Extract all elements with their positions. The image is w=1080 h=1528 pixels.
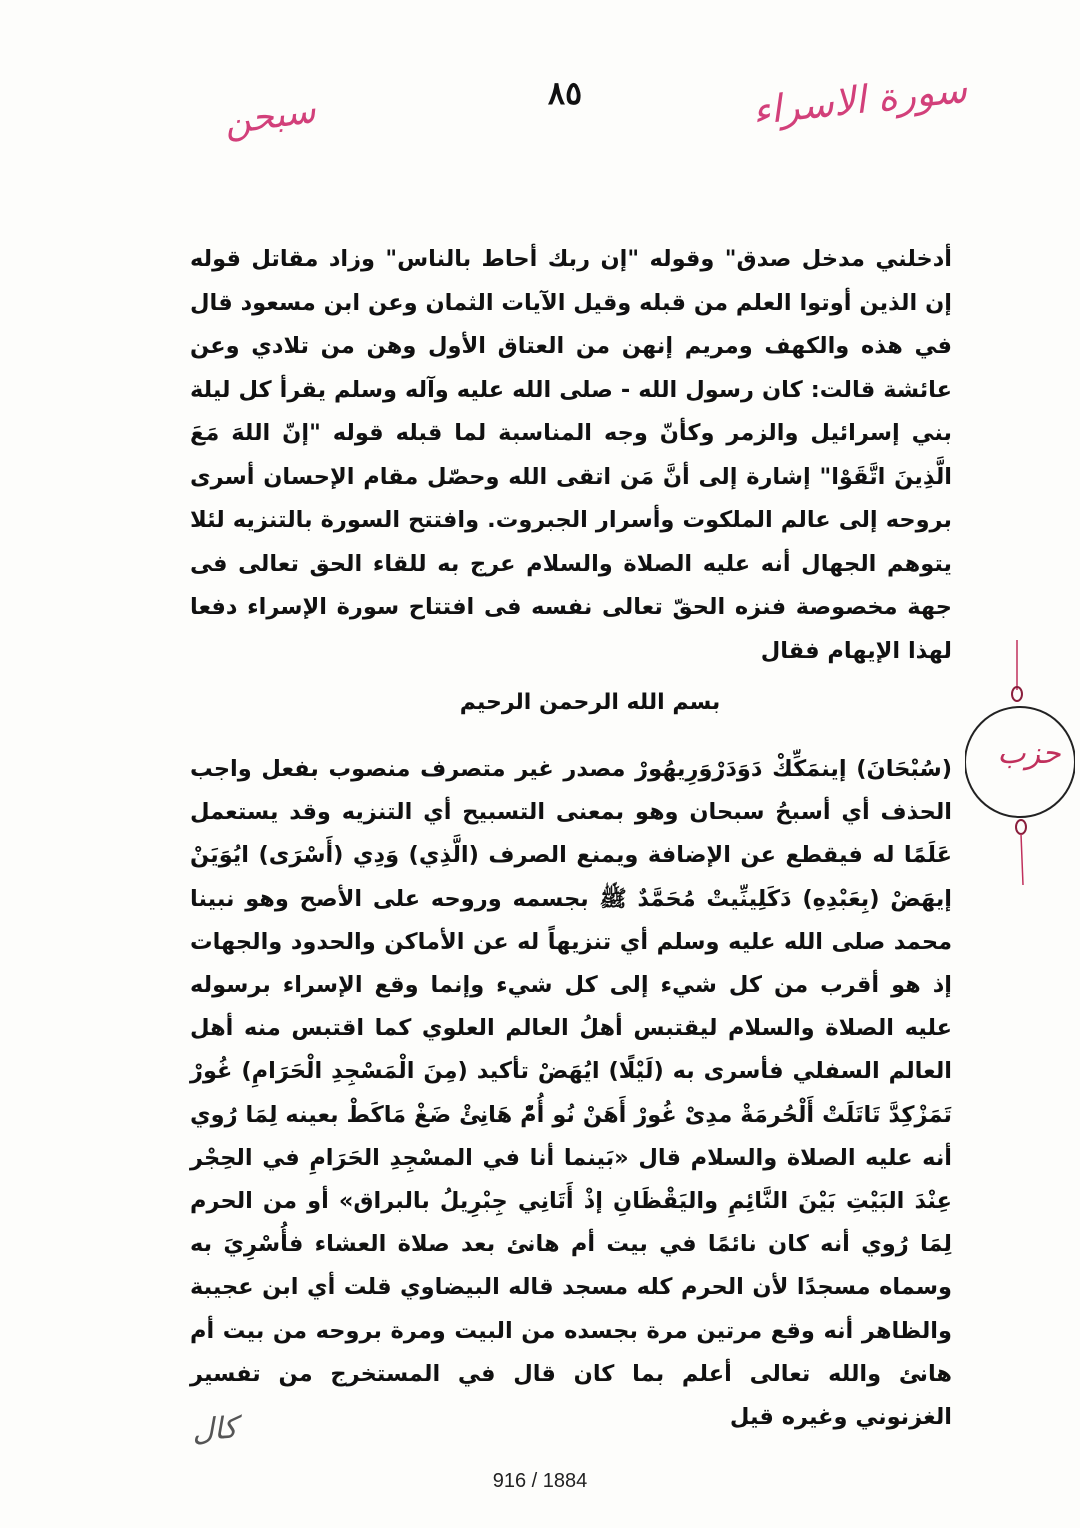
hizb-label: حزب (997, 736, 1061, 771)
handwritten-annotation-left: سبحن (221, 89, 319, 144)
paragraph-intro: أدخلني مدخل صدق" وقوله "إن ربك أحاط بالناس" وزاد مقاتل قوله إن الذين أوتوا العلم من قبله وقيل الآيات الثمان وعن ابن مسعود قال في هذه والكهف ومريم إنهن من العتاق الأول وهن من تلادي وعن عائشة قالت: كان رسول الله - صلى الله عليه وآله وسلم يقرأ كل ليلة بني إسرائيل والزمر وكأنّ وجه المناسبة لما قبله قوله "إنّ اللهَ مَعَ الَّذِينَ اتَّقَوْا" إشارة إلى أنَّ مَن اتقى الله وحصّل مقام الإحسان أسرى بروحه إلى عالم الملكوت وأسرار الجبروت. وافتتح السورة بالتنزيه لئلا يتوهم الجهال أنه عليه الصلاة والسلام عرج به للقاء الحق تعالى فى جهة مخصوصة فنزه الحقّ تعالى نفسه فى افتتاح سورة الإسراء دفعا لهذا الإيهام فقال (190, 246, 952, 664)
paragraph-tafsir: (سُبْحَانَ) إينمَكِّكْ دَوَدَرْوَرِيهُورْ مصدر غير متصرف منصوب بفعل واجب الحذف أي أسبحُ سبحان وهو بمعنى التسبيح أي التنزيه وقد يستعمل عَلَمًا له فيقطع عن الإضافة ويمنع الصرف (الَّذِي) وَدِي (أَسْرَى) ايُوَيَنْ إيهَضْ (بِعَبْدِهِ) دَكَلِينِّيتْ مُحَمَّدٌ ﷺ بجسمه وروحه على الأصح وهو نبينا محمد صلى الله عليه وسلم أي تنزيهاً له عن الأماكن والحدود والجهات إذ هو أقرب من كل شيء إلى كل شيء وإنما وقع الإسراء برسوله عليه الصلاة والسلام ليقتبس أهلُ العالم العلوي كما اقتبس منه أهل العالم السفلي فأسرى به (لَيْلًا) ايُهَضْ تأكيد (مِنَ الْمَسْجِدِ الْحَرَامِ) غُورْ تَمَزْكِدَّ تَاتَلَتْ أَلْحُرمَةْ مدِىْ غُورْ أَهَنْ نُو أُمّْ هَانِئْ ضَغْ مَاكَطْ بعينه لِمَا رُوي أنه عليه الصلاة والسلام قال «بَينما أنا في المسْجِدِ الحَرَامِ في الحِجْر عِنْدَ البَيْتِ بَيْنَ النَّائِمِ واليَقْظَانِ إذْ أَتَانِي جِبْرِيلُ بالبراق» أو من الحرم لِمَا رُوي أنه كان نائمًا في بيت أم هانئ بعد صلاة العشاء فأُسْرِيَ به وسماه مسجدًا لأن الحرم كله مسجد قاله البيضاوي قلت أي ابن عجيبة والظاهر أنه وقع مرتين مرة بجسده من البيت ومرة بروحه من بيت أم هانئ والله تعالى أعلم بما كان قال في المستخرج من تفسير الغزنوني وغيره قيل (190, 756, 952, 1431)
page-counter: 916 / 1884 (492, 1470, 588, 1492)
handwritten-annotation-bottom: كال (190, 1410, 239, 1449)
handwritten-annotation-right: سورة الاسراء (750, 66, 969, 134)
basmala-heading: بسم الله الرحمن الرحيم (459, 690, 721, 715)
page-number: ٨٥ (547, 74, 583, 112)
